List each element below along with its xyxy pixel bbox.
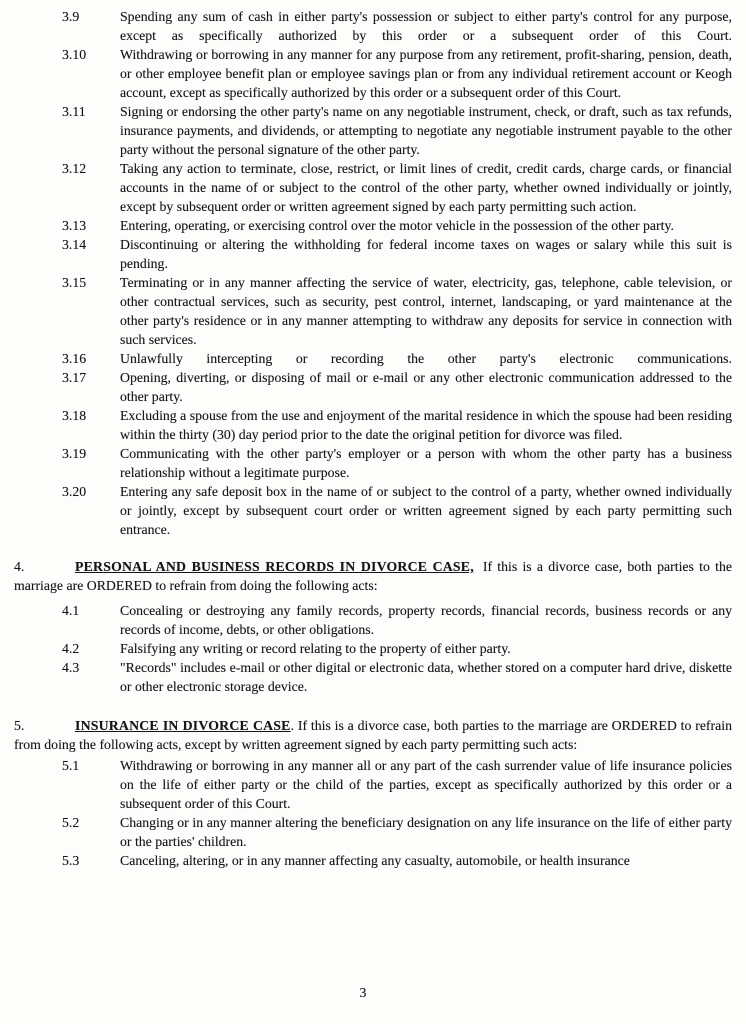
item-text: Terminating or in any manner affecting the service of water, electricity, gas, telephone, cable television, or other contractual services, such as security, pest control, internet, landscaping, or yard maintenance at the other party's residence or in any manner attempting to withdraw any deposits for service in connection with such services. bbox=[120, 275, 732, 347]
section-intro: . If this is a divorce case, both parties to the marriage are ORDERED to refrain from doing the following acts, except by written agreement signed by each party permitting such acts: bbox=[14, 718, 732, 752]
ordered-item bbox=[14, 102, 732, 159]
item-text: Entering, operating, or exercising control over the motor vehicle in the possession of the other party. bbox=[120, 218, 674, 233]
section-3-item-list bbox=[14, 7, 732, 539]
ordered-item bbox=[14, 273, 732, 349]
section-5-item-list bbox=[14, 756, 732, 870]
ordered-item bbox=[14, 756, 732, 813]
ordered-item bbox=[14, 444, 732, 482]
item-text: Discontinuing or altering the withholding for federal income taxes on wages or salary while this suit is pending. bbox=[120, 237, 732, 271]
section-number: 4. bbox=[14, 559, 25, 574]
section-number: 5. bbox=[14, 718, 25, 733]
item-text: Withdrawing or borrowing in any manner for any purpose from any retirement, profit-sharing, pension, death, or other employee benefit plan or employee savings plan or from any individual retirement account or Keogh account, except as specifically authorized by this order or a subsequent order of this Court. bbox=[120, 47, 732, 100]
item-number: 5.2 bbox=[62, 815, 80, 830]
item-number: 3.13 bbox=[62, 218, 87, 233]
item-text: Opening, diverting, or disposing of mail or e-mail or any other electronic communication addressed to the other party. bbox=[120, 370, 732, 404]
ordered-item bbox=[14, 159, 732, 216]
ordered-item bbox=[14, 368, 732, 406]
item-number: 3.10 bbox=[62, 47, 87, 62]
ordered-item bbox=[14, 235, 732, 273]
item-number: 3.17 bbox=[62, 370, 87, 385]
item-number: 3.15 bbox=[62, 275, 87, 290]
item-text: "Records" includes e-mail or other digital or electronic data, whether stored on a computer hard drive, diskette or other electronic storage device. bbox=[120, 660, 732, 694]
item-number: 3.19 bbox=[62, 446, 87, 461]
item-text: Falsifying any writing or record relating to the property of either party. bbox=[120, 641, 511, 656]
item-number: 4.2 bbox=[62, 641, 80, 656]
ordered-item bbox=[14, 851, 732, 870]
item-text: Entering any safe deposit box in the name of or subject to the control of a party, whether owned individually or jointly, except by subsequent court order or written agreement signed by each party permitting such entrance. bbox=[120, 484, 732, 537]
item-text: Taking any action to terminate, close, restrict, or limit lines of credit, credit cards, charge cards, or financial accounts in the name of or subject to the control of the other party, whether owned individually or jointly, except by subsequent order or written agreement signed by each party permitting such action. bbox=[120, 161, 732, 214]
section-heading-5 bbox=[14, 716, 732, 754]
item-number: 3.16 bbox=[62, 351, 87, 366]
item-number: 3.12 bbox=[62, 161, 87, 176]
item-number: 4.3 bbox=[62, 660, 80, 675]
ordered-item bbox=[14, 349, 732, 368]
item-number: 3.9 bbox=[62, 9, 80, 24]
item-number: 3.18 bbox=[62, 408, 87, 423]
item-text: Canceling, altering, or in any manner affecting any casualty, automobile, or health insurance bbox=[120, 853, 630, 868]
section-title: PERSONAL AND BUSINESS RECORDS IN DIVORCE CASE, bbox=[75, 559, 474, 574]
ordered-item bbox=[14, 216, 732, 235]
page-number: 3 bbox=[359, 985, 367, 1000]
ordered-item bbox=[14, 658, 732, 696]
ordered-item bbox=[14, 7, 732, 45]
item-text: Withdrawing or borrowing in any manner all or any part of the cash surrender value of life insurance policies on the life of either party or the child of the parties, except as specifically authorized by this order or a subsequent order of this Court. bbox=[120, 758, 732, 811]
item-text: Excluding a spouse from the use and enjoyment of the marital residence in which the spouse had been residing within the thirty (30) day period prior to the date the original petition for divorce was filed. bbox=[120, 408, 732, 442]
ordered-item bbox=[14, 601, 732, 639]
section-heading-4 bbox=[14, 557, 732, 595]
ordered-item bbox=[14, 45, 732, 102]
section-intro: If this is a divorce case, both parties to the marriage are ORDERED to refrain from doing the following acts: bbox=[14, 559, 732, 593]
item-number: 4.1 bbox=[62, 603, 80, 618]
ordered-item bbox=[14, 813, 732, 851]
item-text: Signing or endorsing the other party's name on any negotiable instrument, check, or draft, such as tax refunds, insurance payments, and dividends, or attempting to negotiate any negotiable instrument payable to the other party without the personal signature of the other party. bbox=[120, 104, 732, 157]
item-number: 3.11 bbox=[62, 104, 86, 119]
item-text: Communicating with the other party's employer or a person with whom the other party has a business relationship without a legitimate purpose. bbox=[120, 446, 732, 480]
item-text: Concealing or destroying any family records, property records, financial records, business records or any records of income, debts, or other obligations. bbox=[120, 603, 732, 637]
item-text: Unlawfully intercepting or recording the other party's electronic communications. bbox=[120, 351, 732, 366]
item-number: 5.3 bbox=[62, 853, 80, 868]
ordered-item bbox=[14, 639, 732, 658]
section-title: INSURANCE IN DIVORCE CASE bbox=[75, 718, 291, 733]
item-text: Changing or in any manner altering the beneficiary designation on any life insurance on the life of either party or the parties' children. bbox=[120, 815, 732, 849]
item-number: 3.14 bbox=[62, 237, 87, 252]
section-4-item-list bbox=[14, 601, 732, 696]
item-number: 3.20 bbox=[62, 484, 87, 499]
ordered-item bbox=[14, 482, 732, 539]
item-text: Spending any sum of cash in either party's possession or subject to either party's control for any purpose, except as specifically authorized by this order or a subsequent order of this Court. bbox=[120, 9, 732, 43]
item-number: 5.1 bbox=[62, 758, 80, 773]
ordered-item bbox=[14, 406, 732, 444]
